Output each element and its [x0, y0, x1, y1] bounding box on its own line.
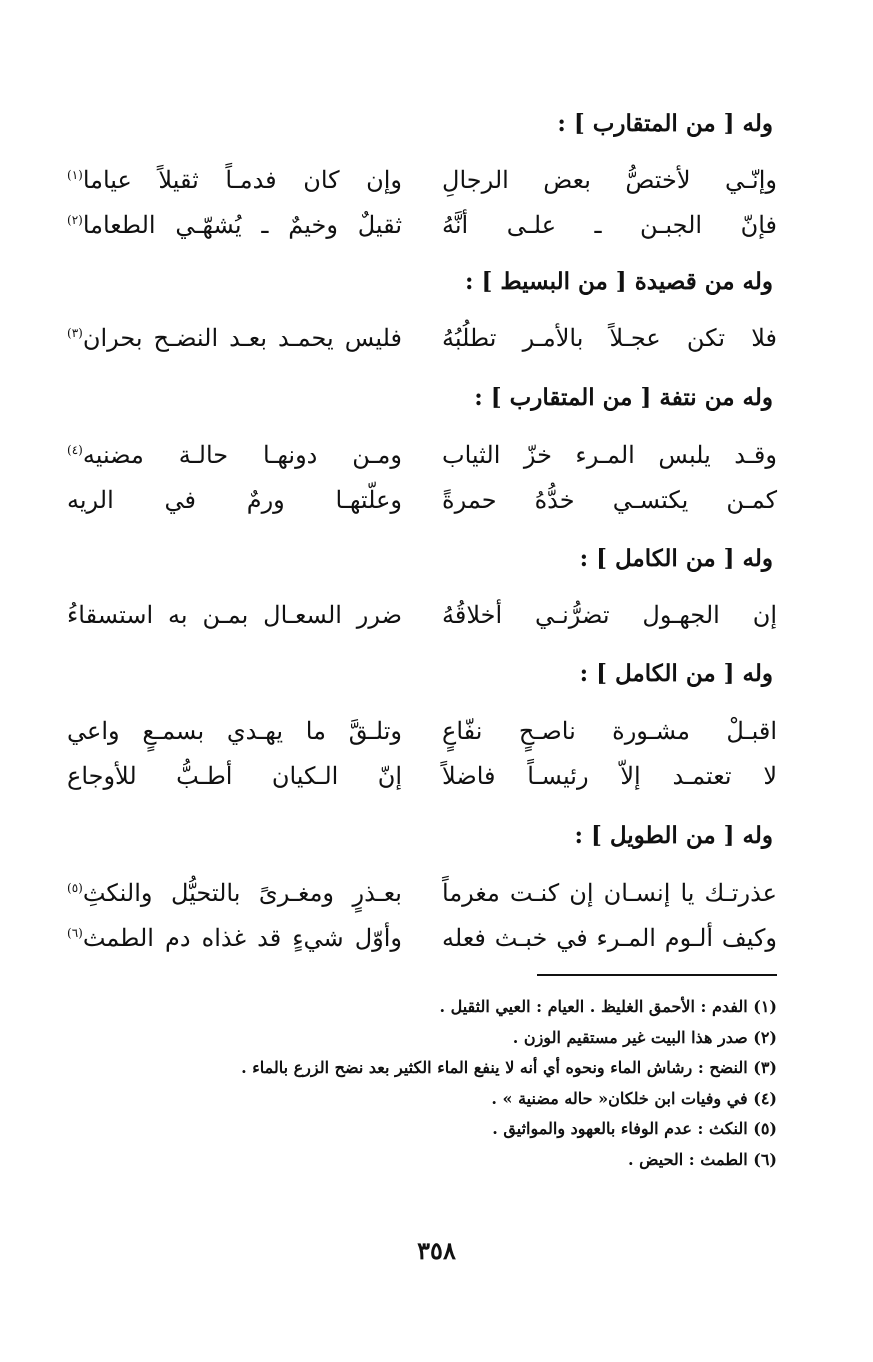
- footnote: (٦) الطمث : الحيض .: [628, 1149, 777, 1169]
- verse-line: [67, 762, 777, 798]
- verse-line: [67, 924, 777, 960]
- verse-first-hemistich: عذرتـك يا إنسـان إن كنـت مغرماً: [442, 879, 777, 907]
- footnotes: [67, 992, 777, 1175]
- verse-second-hemistich: وعلّتهـا ورمٌ في الريه: [67, 486, 402, 514]
- verse-second-hemistich: [67, 211, 402, 239]
- footnote-marker: (٥): [67, 881, 83, 895]
- verse-second-hemistich-text: ومـن دونهـا حالـة مضنيه: [82, 441, 402, 469]
- footnote: (٥) النكث : عدم الوفاء بالعهود والمواثيق .: [492, 1119, 777, 1138]
- verse-first-hemistich: وإنّـي لأختصُّ بعض الرجالِ: [442, 166, 777, 194]
- footnote-separator: [537, 974, 777, 976]
- verse-second-hemistich-text: ثقيلٌ وخيمٌ ـ يُشهّـي الطعاما: [82, 211, 402, 239]
- verse-second-hemistich: [67, 924, 402, 952]
- verse-line: [67, 211, 777, 247]
- verse-second-hemistich: [67, 879, 402, 907]
- verse-line: [67, 879, 777, 915]
- footnote: (٢) صدر هذا البيت غير مستقيم الوزن .: [512, 1027, 777, 1047]
- verse-first-hemistich: فلا تكن عجـلاً بالأمـر تطلُبُهُ: [442, 324, 777, 352]
- section-heading: وله من نتفة [ من المتقارب ] :: [474, 384, 773, 411]
- footnote-marker: (٣): [67, 326, 83, 340]
- section-heading: وله [ من الكامل ] :: [579, 545, 773, 572]
- section-heading: وله [ من الطويل ] :: [574, 822, 773, 849]
- verse-line: [67, 717, 777, 753]
- verse-second-hemistich: إنّ الـكيان أطـبُّ للأوجاع: [67, 762, 402, 790]
- verse-first-hemistich: فإنّ الجبـن ـ علـى أنَّهُ: [442, 211, 777, 239]
- section-heading: وله من قصيدة [ من البسيط ] :: [464, 268, 773, 295]
- footnote-marker: (٦): [67, 926, 83, 940]
- verse-line: [67, 441, 777, 477]
- verse-second-hemistich-text: وأوّل شيءٍ قد غذاه دم الطمث: [82, 924, 402, 952]
- footnote: (٤) في وفيات ابن خلكان« حاله مضنية » .: [491, 1088, 777, 1108]
- verse-second-hemistich: [67, 441, 402, 469]
- page-number: ٣٥٨: [417, 1236, 456, 1265]
- verse-line: [67, 601, 777, 637]
- verse-second-hemistich-text: وإن كان فدمـاً ثقيلاً عياما: [82, 166, 402, 194]
- verse-first-hemistich: لا تعتمـد إلاّ رئيسـاً فاضلاً: [442, 762, 777, 790]
- verse-first-hemistich: كمـن يكتسـي خدُّهُ حمرةً: [442, 486, 777, 514]
- verse-first-hemistich: اقبـلْ مشـورة ناصـحٍ نفّاعٍ: [442, 717, 777, 745]
- verse-second-hemistich: وتلـقَّ ما يهـدي بسمـعٍ واعي: [67, 717, 402, 745]
- footnote-marker: (٢): [67, 213, 83, 227]
- verse-second-hemistich-text: فليس يحمـد بعـد النضـح بحران: [82, 324, 402, 352]
- footnote: (٣) النضح : رشاش الماء ونحوه أي أنه لا ينفع الماء الكثير بعد نضح الزرع بالماء .: [241, 1058, 777, 1077]
- section-heading: وله [ من الكامل ] :: [579, 660, 773, 687]
- section-heading: وله [ من المتقارب ] :: [557, 110, 773, 137]
- verse-first-hemistich: وكيف ألـوم المـرء في خبـث فعله: [442, 924, 777, 952]
- verse-second-hemistich: [67, 166, 402, 194]
- verse-line: [67, 324, 777, 360]
- verse-first-hemistich: إن الجهـول تضرُّنـي أخلاقُهُ: [442, 601, 777, 629]
- footnote-marker: (١): [67, 168, 83, 182]
- verse-line: [67, 486, 777, 522]
- verse-second-hemistich: ضرر السعـال بمـن به استسقاءُ: [67, 601, 402, 629]
- verse-line: [67, 166, 777, 202]
- verse-second-hemistich: [67, 324, 402, 352]
- verse-first-hemistich: وقـد يلبس المـرء خزّ الثياب: [442, 441, 777, 469]
- footnote-marker: (٤): [67, 443, 83, 457]
- verse-second-hemistich-text: بعـذرٍ ومغـرىً بالتحيُّل والنكثِ: [82, 879, 402, 907]
- footnote: (١) الفدم : الأحمق الغليظ . العيام : العيي الثقيل .: [439, 997, 777, 1016]
